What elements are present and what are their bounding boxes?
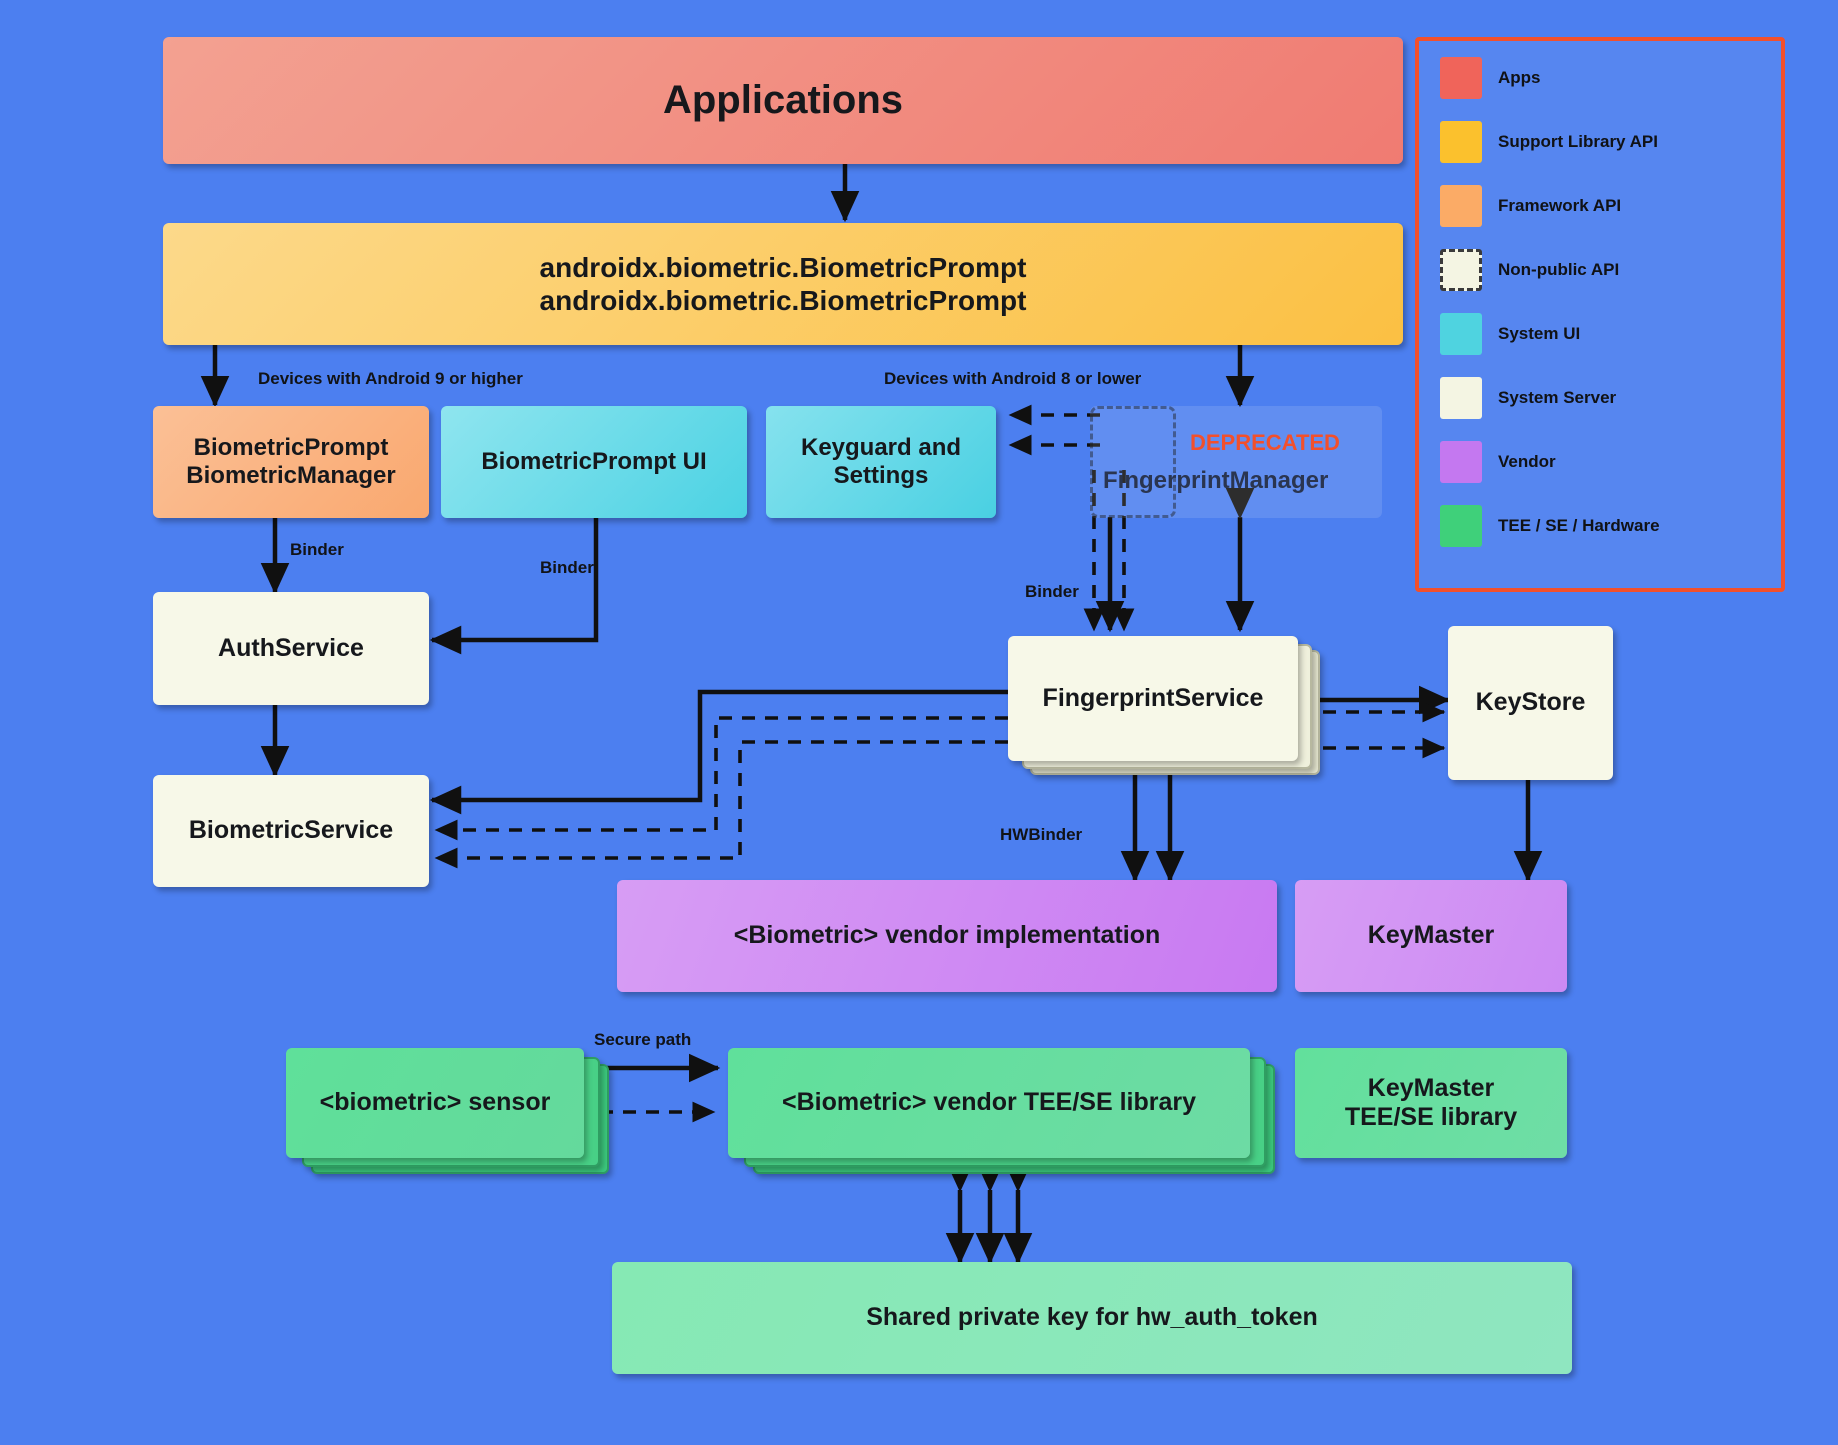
node-keymaster-tee-se-library[interactable] [1295,1048,1567,1158]
legend-item-system-ui [1440,313,1580,355]
legend-label-apps: Apps [1498,68,1541,87]
legend-label-framework-api: Framework API [1498,196,1622,215]
node-keyguard-and-settings-label: Keyguard and Settings [800,433,962,489]
legend-swatch-framework-api [1440,185,1482,227]
label-devices-8-or-lower: Devices with Android 8 or lower [884,369,1142,388]
node-biometricservice[interactable] [153,775,429,887]
legend-swatch-apps [1440,57,1482,99]
legend-label-system-ui: System UI [1498,324,1581,343]
node-keystore-label: KeyStore [1475,688,1586,717]
keymaster-tee-line-2: TEE/SE library [1344,1103,1518,1131]
label-hwbinder: HWBinder [1000,825,1083,844]
node-biometric-sensor[interactable] [286,1048,584,1158]
node-fingerprintservice-label: FingerprintService [1042,683,1264,712]
node-shared-private-key[interactable] [612,1262,1572,1374]
legend-item-support-library-api [1440,121,1658,163]
node-authservice-label: AuthService [218,633,364,662]
legend-item-apps [1440,57,1541,99]
legend-label-support-library-api: Support Library API [1498,132,1658,151]
bpm-line-1: BiometricPrompt [193,433,389,461]
label-binder-1: Binder [290,540,344,559]
node-keymaster-label: KeyMaster [1367,921,1495,950]
label-binder-3: Binder [1025,582,1079,601]
legend-swatch-vendor [1440,441,1482,483]
legend-item-framework-api [1440,185,1621,227]
node-biometricservice-label: BiometricService [188,816,394,845]
node-vendor-implementation-label: <Biometric> vendor implementation [733,921,1161,950]
node-keyguard-and-settings[interactable] [766,406,996,518]
node-applications-label: Applications [662,77,904,122]
node-biometric-sensor-label: <biometric> sensor [319,1088,551,1117]
node-androidx-biometric-prompt[interactable] [163,223,1403,345]
legend-item-system-server [1440,377,1616,419]
node-vendor-tee-se-library[interactable] [728,1048,1250,1158]
node-vendor-tee-se-library-label: <Biometric> vendor TEE/SE library [781,1088,1197,1117]
legend-swatch-non-public-api [1440,249,1482,291]
node-keystore[interactable] [1448,626,1613,780]
node-keymaster[interactable] [1295,880,1567,992]
legend-item-tee-se-hardware [1440,505,1660,547]
label-binder-2: Binder [540,558,594,577]
legend-swatch-support-library-api [1440,121,1482,163]
bpm-line-2: BiometricManager [186,462,396,489]
keymaster-tee-line-1: KeyMaster [1367,1073,1495,1102]
legend-swatch-system-server [1440,377,1482,419]
legend-swatch-tee-se-hardware [1440,505,1482,547]
legend-label-system-server: System Server [1498,388,1617,407]
label-secure-path: Secure path [594,1030,692,1049]
legend-swatch-system-ui [1440,313,1482,355]
legend-item-non-public-api [1440,249,1619,291]
node-applications[interactable] [163,37,1403,164]
legend-label-tee-se-hardware: TEE / SE / Hardware [1498,516,1660,535]
androidx-api-line-2: androidx.biometric.BiometricPrompt [539,285,1027,316]
androidx-api-line-1: androidx.biometric.BiometricPrompt [539,251,1027,283]
label-devices-9-or-higher: Devices with Android 9 or higher [258,369,523,388]
fingerprintmanager-stack-back [1090,406,1176,518]
node-authservice[interactable] [153,592,429,705]
legend-item-vendor [1440,441,1556,483]
node-biometricprompt-biometricmanager[interactable] [153,406,429,518]
node-shared-private-key-label: Shared private key for hw_auth_token [866,1303,1318,1332]
node-fingerprintservice[interactable] [1008,636,1298,761]
node-fingerprintmanager-label: FingerprintManager [1103,467,1329,494]
legend-label-non-public-api: Non-public API [1498,260,1620,279]
node-biometricprompt-ui-label: BiometricPrompt UI [481,447,707,475]
legend-label-vendor: Vendor [1498,452,1556,471]
label-deprecated: DEPRECATED [1190,430,1340,455]
node-vendor-implementation[interactable] [617,880,1277,992]
node-biometricprompt-ui[interactable] [441,406,747,518]
